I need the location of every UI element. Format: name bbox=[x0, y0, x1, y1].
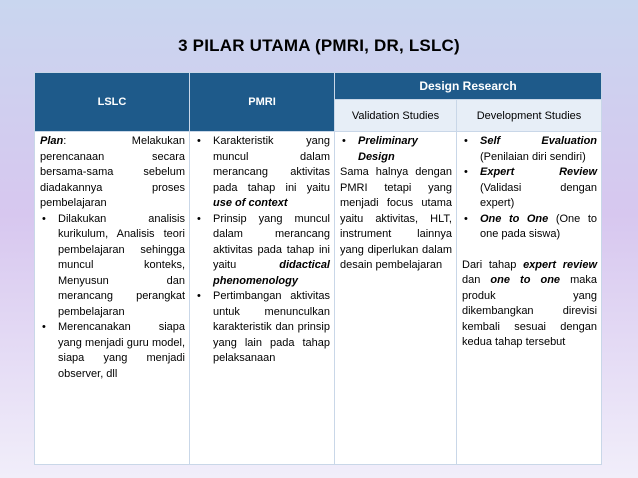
list-item bbox=[195, 134, 330, 212]
cell-development bbox=[457, 132, 602, 465]
list-item bbox=[462, 212, 597, 243]
cell-validation bbox=[335, 132, 457, 465]
validation-list bbox=[340, 134, 452, 165]
dev-para-em2: one to one bbox=[490, 274, 561, 286]
list-item bbox=[340, 134, 452, 165]
dev-item2-label: Expert Review bbox=[480, 166, 598, 178]
list-item: • Pertimbangan aktivitas untuk menunculkan karakteristik dan prinsip yang lain pada tahap pelaksanaan bbox=[195, 289, 330, 367]
header-design-research: Design Research bbox=[335, 73, 602, 100]
development-list bbox=[462, 134, 597, 243]
list-item: • Dilakukan analisis kurikulum, Analisis teori pembelajaran sehingga muncul konteks, Menyusun dan merancang perangkat pembelajaran bbox=[40, 212, 185, 321]
cell-pmri bbox=[190, 132, 335, 465]
dev-item3-text: (One to one pada siswa) bbox=[480, 212, 598, 240]
dev-item2-text: (Validasi dengan expert) bbox=[480, 181, 598, 209]
header-lslc: LSLC bbox=[35, 73, 190, 132]
list-item bbox=[195, 212, 330, 290]
dev-item3-label: One to One bbox=[480, 212, 549, 225]
list-item: • Merencanakan siapa yang menjadi guru model, siapa yang menjadi observer, dll bbox=[40, 320, 185, 382]
dev-para-mid: dan bbox=[462, 274, 491, 286]
dev-item1-text: (Penilaian diri sendiri) bbox=[480, 150, 586, 163]
validation-text: Sama halnya dengan PMRI tetapi yang menjadi focus utama yaitu aktivitas, HLT, instrument lainnya yang diperlukan dalam desain pembelajaran bbox=[340, 166, 452, 271]
cell-lslc bbox=[35, 132, 190, 465]
pmri-item1-text: Karakteristik yang muncul dalam merancang aktivitas pada tahap ini yaitu bbox=[213, 135, 330, 194]
pmri-item2-text: Prinsip yang muncul dalam merancang aktivitas pada tahap ini yaitu bbox=[213, 212, 330, 271]
dev-para-prefix: Dari tahap bbox=[462, 258, 524, 271]
pmri-list bbox=[195, 134, 330, 367]
development-text bbox=[462, 258, 597, 351]
header-validation-studies: Validation Studies bbox=[335, 100, 457, 132]
pillars-table bbox=[34, 72, 602, 465]
list-item bbox=[462, 165, 597, 212]
pmri-item1-em: use of context bbox=[213, 197, 288, 209]
validation-item-label: Preliminary Design bbox=[358, 135, 418, 163]
header-development-studies: Development Studies bbox=[457, 100, 602, 132]
dev-para-em1: expert review bbox=[523, 258, 598, 271]
lslc-plan bbox=[40, 134, 185, 212]
lslc-plan-text: : Melakukan perencanaan secara bersama-sama sebelum diadakannya proses pembelajaran bbox=[40, 135, 185, 209]
pmri-item2-em: didactical phenomenology bbox=[213, 259, 330, 287]
header-pmri: PMRI bbox=[190, 73, 335, 132]
dev-para-rest: maka produk yang dikembangkan direvisi kembali sesuai dengan kedua tahap tersebut bbox=[462, 274, 598, 348]
page-title: 3 PILAR UTAMA (PMRI, DR, LSLC) bbox=[178, 36, 460, 55]
lslc-plan-label: Plan bbox=[40, 135, 64, 147]
lslc-list bbox=[40, 212, 185, 383]
list-item bbox=[462, 134, 597, 165]
dev-item1-label: Self Evaluation bbox=[480, 135, 598, 147]
